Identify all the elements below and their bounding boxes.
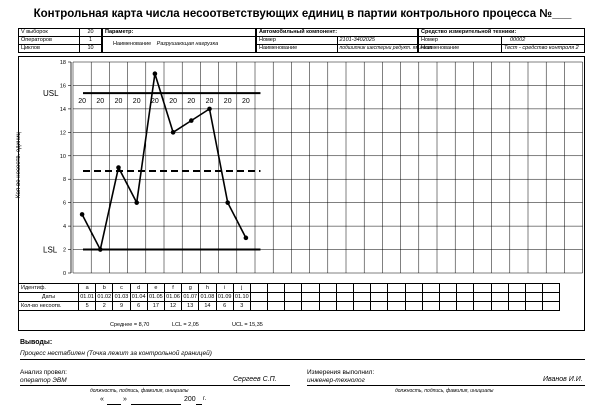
analysis-caption: должность, подпись, фамилия, инициалы — [90, 388, 189, 394]
empty-cell — [388, 302, 405, 311]
sample-size-label: 20 — [78, 98, 86, 106]
empty-cell — [508, 284, 525, 293]
y-tick-label: 2 — [62, 247, 66, 254]
empty-cell — [302, 293, 319, 302]
empty-cell — [525, 302, 542, 311]
sample-count-label: V выборок — [19, 29, 80, 37]
y-tick-label: 14 — [59, 106, 66, 113]
data-point — [189, 118, 194, 123]
empty-cell — [405, 284, 422, 293]
measurement-who: инженер-технолог — [307, 377, 365, 384]
measurement-caption: должность, подпись, фамилия, инициалы — [395, 388, 494, 394]
component-table — [256, 28, 433, 53]
empty-cell — [508, 293, 525, 302]
data-point — [134, 200, 139, 205]
count-cell: 6 — [216, 302, 233, 311]
analysis-name: Сергеев С.П. — [233, 376, 277, 383]
empty-cell — [525, 284, 542, 293]
empty-cell — [491, 284, 508, 293]
data-point — [80, 212, 85, 217]
date-day-blank — [107, 404, 121, 405]
id-cell: j — [233, 284, 250, 293]
analysis-label: Анализ провел: — [20, 369, 67, 376]
empty-cell — [439, 293, 456, 302]
id-cell: c — [113, 284, 130, 293]
id-cell: f — [164, 284, 181, 293]
y-tick-label: 12 — [59, 130, 66, 137]
empty-cell — [371, 284, 388, 293]
count-cell: 5 — [79, 302, 96, 311]
y-tick-label: 0 — [62, 271, 66, 277]
data-point — [225, 200, 230, 205]
measurement-label: Измерения выполнил: — [307, 369, 375, 376]
sample-size-label: 20 — [96, 98, 105, 106]
date-cell: 01.07 — [183, 293, 198, 300]
y-tick-label: 18 — [59, 60, 66, 66]
date-cell: 01.09 — [217, 293, 232, 300]
date-open-quote: « — [100, 396, 104, 403]
empty-cell — [439, 284, 456, 293]
id-cell: g — [182, 284, 199, 293]
count-cell: 2 — [96, 302, 113, 311]
sample-size-label: 20 — [151, 98, 159, 106]
y-tick-label: 8 — [62, 177, 66, 184]
sample-size-label: 20 — [205, 98, 214, 106]
parameter-name-label: Наименование — [113, 41, 152, 48]
empty-cell — [439, 302, 456, 311]
conclusions-label: Выводы: — [20, 339, 53, 346]
instrument-name-value: Тест - средство контроля 2 — [502, 45, 585, 53]
empty-cell — [285, 302, 302, 311]
analysis-who: оператор ЭВМ — [20, 377, 67, 384]
date-cell: 01.08 — [200, 293, 215, 300]
count-cell: 13 — [182, 302, 199, 311]
instrument-number-value: 00002 — [502, 37, 585, 45]
page-title: Контрольная карта числа несоответствующих единиц в партии контрольного процесса №___ — [33, 8, 572, 20]
measurement-name: Иванов И.И. — [543, 376, 583, 383]
count-cell: 9 — [113, 302, 130, 311]
ucl-stat: UCL = 15,35 — [232, 322, 263, 328]
conclusions-text: Процесс нестабилен (Точка лежит за контрольной границей) — [20, 350, 212, 357]
date-year: 200 — [184, 396, 196, 403]
component-name-value: подшипник шестерни редукт. ям.кост — [337, 45, 418, 53]
empty-cell — [336, 293, 353, 302]
empty-cell — [371, 302, 388, 311]
empty-cell — [302, 302, 319, 311]
date-close-quote: » — [123, 396, 127, 403]
data-table — [18, 283, 560, 311]
id-cell: e — [147, 284, 164, 293]
empty-cell — [388, 293, 405, 302]
data-point — [116, 165, 121, 170]
empty-cell — [354, 293, 371, 302]
component-number-label: Номер — [257, 37, 338, 45]
id-cell: h — [199, 284, 216, 293]
date-cell: 01.04 — [131, 293, 146, 300]
instrument-name-label: Наименование — [419, 45, 502, 53]
component-title: Автомобильный компонент: — [257, 29, 418, 37]
y-tick-label: 4 — [62, 224, 66, 231]
analysis-underline — [20, 385, 290, 386]
empty-cell — [388, 284, 405, 293]
sample-size-label: 20 — [114, 98, 123, 106]
empty-cell — [250, 302, 267, 311]
conclusions-underline — [20, 359, 585, 360]
empty-cell — [543, 284, 560, 293]
empty-cell — [319, 302, 336, 311]
empty-cell — [319, 284, 336, 293]
usl-label: USL — [43, 89, 59, 99]
data-point — [207, 107, 212, 112]
id-cell: b — [96, 284, 113, 293]
data-point — [153, 71, 158, 76]
empty-cell — [543, 293, 560, 302]
parameter-name-value: Разрушающая нагрузка — [156, 41, 219, 48]
sample-size-label: 20 — [169, 98, 177, 106]
count-cell: 12 — [164, 302, 181, 311]
count-cell: 6 — [130, 302, 147, 311]
empty-cell — [491, 302, 508, 311]
empty-cell — [457, 302, 474, 311]
measurement-underline — [307, 385, 585, 386]
empty-cell — [250, 284, 267, 293]
data-point — [171, 130, 176, 135]
instrument-title: Средство измерительной техники: — [419, 29, 585, 37]
empty-cell — [371, 293, 388, 302]
date-suffix: г. — [203, 396, 207, 402]
y-tick-label: 10 — [59, 153, 66, 160]
empty-cell — [336, 284, 353, 293]
lcl-stat: LCL = 2,05 — [172, 322, 199, 328]
empty-cell — [285, 284, 302, 293]
cycles-label: Циклов — [19, 45, 80, 53]
empty-cell — [457, 284, 474, 293]
empty-cell — [422, 293, 439, 302]
cycles-value: 10 — [80, 45, 102, 53]
date-cell: 01.02 — [97, 293, 112, 300]
empty-cell — [268, 293, 285, 302]
operators-label: Операторов — [19, 37, 80, 45]
date-cell: 01.01 — [80, 293, 94, 300]
instrument-number-label: Номер — [419, 37, 502, 45]
id-cell: a — [79, 284, 96, 293]
count-cell: 14 — [199, 302, 216, 311]
id-cell: d — [130, 284, 147, 293]
data-point — [98, 247, 103, 252]
empty-cell — [474, 293, 491, 302]
lsl-label: LSL — [43, 245, 58, 255]
id-cell: i — [216, 284, 233, 293]
id-row — [19, 284, 560, 293]
sample-size-label: 20 — [187, 98, 196, 106]
date-cell: 01.06 — [166, 293, 180, 300]
mean-stat: Среднее = 8,70 — [110, 322, 150, 328]
empty-cell — [405, 293, 422, 302]
y-axis-label: Кол-во несоотв. единиц — [16, 132, 22, 199]
parameter-title: Параметр: — [103, 29, 256, 37]
date-cell: 01.03 — [114, 293, 129, 300]
parameter-table — [102, 28, 256, 53]
count-cell: 3 — [233, 302, 250, 311]
empty-cell — [319, 293, 336, 302]
date-cell: 01.10 — [234, 293, 249, 300]
empty-cell — [508, 302, 525, 311]
empty-cell — [354, 302, 371, 311]
date-row-label: Даты — [19, 293, 79, 302]
empty-cell — [354, 284, 371, 293]
empty-cell — [285, 293, 302, 302]
empty-cell — [422, 284, 439, 293]
empty-cell — [302, 284, 319, 293]
date-year-blank — [196, 404, 202, 405]
data-point — [244, 236, 249, 241]
id-row-label: Идентиф. — [19, 284, 79, 293]
empty-cell — [543, 302, 560, 311]
empty-cell — [491, 293, 508, 302]
sample-size-label: 20 — [242, 98, 250, 106]
empty-cell — [457, 293, 474, 302]
sample-size-label: 20 — [132, 98, 141, 106]
date-row — [19, 293, 560, 302]
instrument-table — [418, 28, 585, 53]
y-tick-label: 6 — [62, 200, 66, 207]
y-tick-label: 16 — [59, 83, 66, 90]
sample-info-table — [18, 28, 102, 53]
empty-cell — [474, 284, 491, 293]
sample-count-value: 20 — [80, 29, 102, 37]
count-row — [19, 302, 560, 311]
empty-cell — [268, 302, 285, 311]
empty-cell — [405, 302, 422, 311]
count-row-label: Кол-во несоотв. — [19, 302, 79, 311]
empty-cell — [336, 302, 353, 311]
date-month-blank — [131, 404, 181, 405]
empty-cell — [525, 293, 542, 302]
component-name-label: Наименование — [257, 45, 338, 53]
date-cell: 01.05 — [148, 293, 163, 300]
empty-cell — [250, 293, 267, 302]
sample-size-label: 20 — [223, 98, 232, 106]
empty-cell — [422, 302, 439, 311]
empty-cell — [474, 302, 491, 311]
count-cell: 17 — [147, 302, 164, 311]
empty-cell — [268, 284, 285, 293]
component-number-value: 2101-3402025 — [337, 37, 418, 45]
operators-value: 1 — [80, 37, 102, 45]
